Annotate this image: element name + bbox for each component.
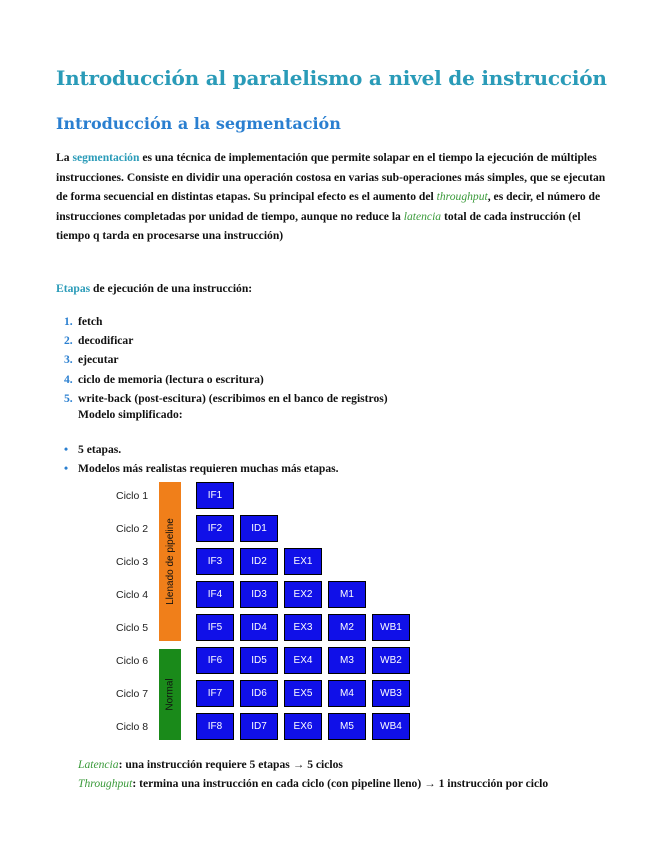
intro-text-3: , es decir, el número de instrucciones completadas por unidad de tiempo, aunque no reduce la [56,190,601,223]
intro-text-4: total de cada instrucción (el tiempo q tarda en procesarse una instrucción) [56,209,581,243]
intro-paragraph [56,148,616,246]
list-item [64,459,339,478]
bullet-icon: • [64,462,69,476]
throughput-note [78,774,598,793]
pipeline-cell: ID5 [240,647,278,674]
pipeline-cell: IF5 [196,614,234,641]
model-label: Modelo simplificado: [78,408,183,421]
cycle-label: Ciclo 5 [116,622,149,634]
list-text: ejecutar [78,353,119,367]
cycle-label: Ciclo 4 [116,589,149,601]
list-text: Modelos más realistas requieren muchas más etapas. [78,462,339,476]
cycle-label: Ciclo 6 [116,655,149,667]
list-text: write-back (post-escitura) (escribimos en el banco de registros) [78,391,388,405]
pipeline-cell: IF6 [196,647,234,674]
pipeline-fill-label: Llenado de pipeline [164,518,176,605]
cycle-label: Ciclo 3 [116,556,149,568]
pipeline-cell: M3 [328,647,366,674]
pipeline-cell: ID7 [240,713,278,740]
list-number: 5. [64,391,73,405]
pipeline-cell: M4 [328,680,366,707]
bullet-list [64,440,339,478]
pipeline-cell: EX2 [284,581,322,608]
page-title: Introducción al paralelismo a nivel de instrucción [56,66,607,90]
pipeline-cell: IF4 [196,581,234,608]
pipeline-cell: M1 [328,581,366,608]
pipeline-cell: IF1 [196,482,234,509]
cycle-label: Ciclo 7 [116,688,149,700]
pipeline-cell: M5 [328,713,366,740]
intro-text-1: La [56,151,73,164]
term-segmentacion: segmentación [72,151,140,164]
list-item [64,350,388,369]
list-text: decodificar [78,334,134,348]
term-latencia-footer: Latencia [78,758,119,771]
pipeline-normal-bar [159,649,181,740]
pipeline-cell: EX1 [284,548,322,575]
bullet-icon: • [64,443,69,456]
pipeline-cell: EX6 [284,713,322,740]
pipeline-cell: ID1 [240,515,278,542]
stages-heading [56,280,252,298]
list-item [64,331,388,350]
term-latencia: latencia [403,209,442,223]
latency-text: : una instrucción requiere 5 etapas → 5 ciclos [118,758,343,771]
throughput-text: : termina una instrucción en cada ciclo (con pipeline lleno) → 1 instrucción por ciclo [132,777,549,791]
list-number: 1. [64,315,73,328]
pipeline-cell: WB1 [372,614,410,641]
pipeline-cell: IF7 [196,680,234,707]
pipeline-cell: EX4 [284,647,322,674]
latency-note [78,755,598,774]
list-text: fetch [78,315,103,328]
pipeline-normal-label: Normal [164,678,176,711]
term-throughput: throughput [436,190,488,204]
pipeline-cell: IF2 [196,515,234,542]
pipeline-cell: WB3 [372,680,410,707]
pipeline-cell: ID3 [240,581,278,608]
section-title: Introducción a la segmentación [56,114,341,133]
list-number: 4. [64,372,73,386]
list-text: ciclo de memoria (lectura o escritura) [78,372,264,386]
pipeline-cell: ID6 [240,680,278,707]
pipeline-cell: IF3 [196,548,234,575]
pipeline-cell: IF8 [196,713,234,740]
pipeline-cell: M2 [328,614,366,641]
pipeline-cell: WB2 [372,647,410,674]
list-text: 5 etapas. [78,443,122,456]
stages-heading-rest: de ejecución de una instrucción: [90,282,253,295]
list-item [64,312,388,331]
list-number: 2. [64,334,73,348]
cycle-label: Ciclo 8 [116,721,149,733]
pipeline-diagram [100,480,430,745]
cycle-label: Ciclo 1 [116,490,149,502]
pipeline-cell: ID4 [240,614,278,641]
pipeline-fill-bar [159,482,181,641]
term-etapas: Etapas [56,282,91,295]
list-item [64,440,339,459]
term-throughput-footer: Throughput [78,777,133,791]
list-item [64,389,388,408]
pipeline-cell: EX5 [284,680,322,707]
stages-list [64,312,388,408]
pipeline-cell: EX3 [284,614,322,641]
list-item [64,370,388,389]
pipeline-cell: ID2 [240,548,278,575]
list-number: 3. [64,353,73,367]
pipeline-cell: WB4 [372,713,410,740]
intro-text-2: es una técnica de implementación que permite solapar en el tiempo la ejecución de múltiples instrucciones. Consiste en dividir una operación costosa en varias sub-operaciones más simples, que se ejecutan de forma secuencial en distintas etapas. Su principal efecto es el aumento del [56,151,606,204]
footer-notes [78,755,598,793]
cycle-label: Ciclo 2 [116,523,149,535]
